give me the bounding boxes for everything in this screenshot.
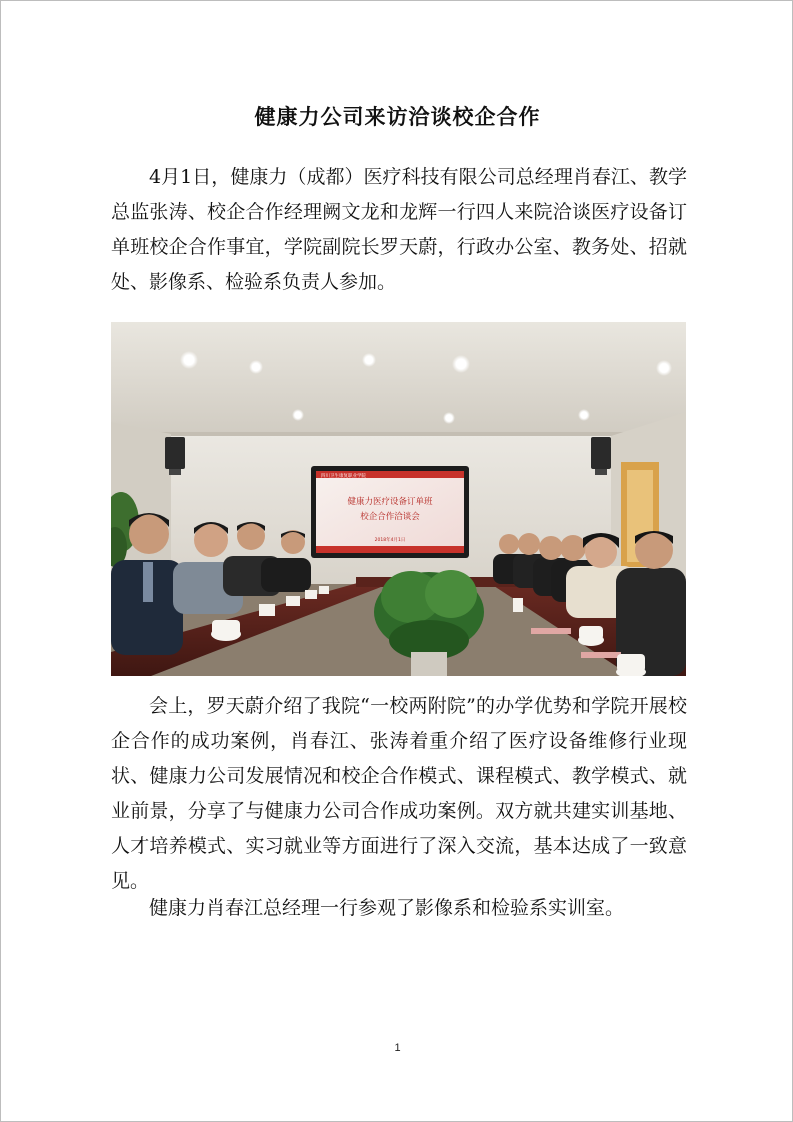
meeting-photo [111,322,686,676]
screen-title-line1: 健康力医疗设备订单班 [347,497,433,507]
screen-header: 四川卫生康复职业学院 [321,474,366,479]
page-number: 1 [394,1042,401,1054]
screen-date: 2018年4月1日 [374,538,406,543]
paragraph-2: 会上，罗天蔚介绍了我院“一校两附院”的办学优势和学院开展校企合作的成功案例，肖春江、张涛着重介绍了医疗设备维修行业现状、健康力公司发展情况和校企合作模式、课程模式、教学模式、就业前景，分享了与健康力公司合作成功案例。双方就共建实训基地、人才培养模式、实习就业等方面进行了深入交流，基本达成了一致意见。 [111,695,687,892]
screen-title-line2: 校企合作洽谈会 [360,512,420,522]
paragraph-1: 4月1日，健康力（成都）医疗科技有限公司总经理肖春江、教学总监张涛、校企合作经理阙文龙和龙辉一行四人来院洽谈医疗设备订单班校企合作事宜，学院副院长罗天蔚，行政办公室、教务处、招就处、影像系、检验系负责人参加。 [111,166,687,293]
paragraph-3: 健康力肖春江总经理一行参观了影像系和检验系实训室。 [149,897,625,919]
document-title: 健康力公司来访洽谈校企合作 [254,105,541,129]
